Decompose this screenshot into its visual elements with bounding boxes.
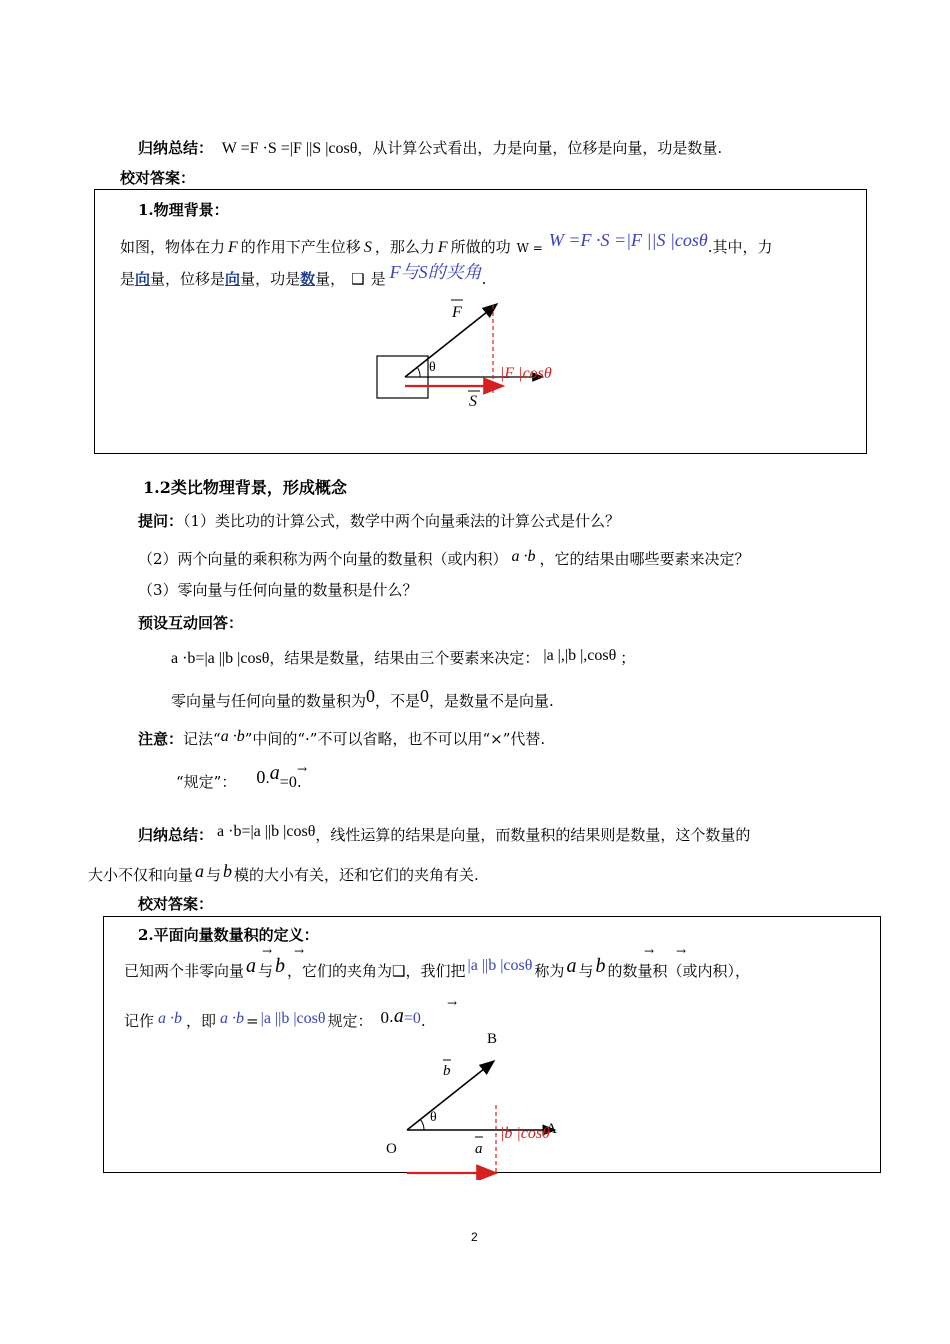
question-1 [138, 511, 620, 531]
box1-text: 如图，物体在力 [120, 238, 226, 256]
box2-text: 规定： [327, 1012, 373, 1030]
summary2-text: ，线性运算的结果是向量，而数量积的结果则是数量，这个数量的 [315, 826, 751, 844]
box2-line1 [124, 955, 750, 982]
force-symbol: F [437, 239, 448, 256]
point-B-label: B [487, 1031, 498, 1047]
origin-O-label: O [386, 1141, 397, 1157]
question-3: （3）零向量与任何向量的数量积是什么？ [138, 581, 418, 599]
theta-placeholder-icon: ❑ [351, 270, 365, 288]
notation-a-dot-b: a ·b [220, 1010, 245, 1027]
notation-a-dot-b: a ·b [158, 1010, 183, 1027]
box1-text: 的作用下产生位移 [240, 238, 361, 256]
page-number: 2 [471, 1230, 478, 1244]
equals-sign: = [246, 1012, 259, 1030]
box1-text: 量， [315, 270, 346, 288]
note-text: 记法“ [183, 730, 221, 748]
summary1-line [138, 138, 722, 159]
dot-operator: · [389, 1012, 394, 1030]
question-2-text: （2）两个向量的乘积称为两个向量的数量积（或内积） [138, 550, 508, 568]
work-formula: W =F ·S =|F ||S |cosθ [548, 230, 708, 250]
summary2-label: 归纳总结： [138, 826, 214, 844]
box2-text: ，它们的夹角为 [287, 962, 393, 980]
box2-text: 与 [258, 962, 274, 980]
vector-arrow-icon: → [262, 944, 273, 958]
box2-text: 已知两个非零向量 [124, 962, 245, 980]
box2-heading: 2.平面向量数量积的定义： [138, 926, 319, 944]
preset-line1 [171, 648, 635, 669]
projection-label: |b |cosθ [500, 1125, 550, 1142]
answer-fill: 向 [135, 270, 151, 288]
dot-product-notation: a ·b [220, 728, 245, 745]
box2-text: 记作 [124, 1012, 155, 1030]
box2-text: ，我们把 [405, 962, 466, 980]
force-diagram [360, 285, 580, 415]
box2-end: . [420, 1012, 426, 1030]
box2-text: 的数量积（或内积）， [607, 962, 750, 980]
summary2-line2 [88, 861, 479, 885]
summary1-formula: W =F ·S =|F ||S |cosθ [221, 140, 358, 157]
note-line [138, 729, 545, 750]
vector-b: b [595, 955, 606, 977]
preset-text: ，是数量不是向量. [429, 692, 554, 710]
preset-text: ； [620, 649, 636, 667]
equals-zero: =0 [403, 1010, 421, 1027]
summary2-text: 大小不仅和向量 [88, 866, 194, 884]
dot-product-formula: a ·b=|a ||b |cosθ [171, 650, 270, 667]
rule-end: . [296, 773, 302, 791]
vector-diagram [380, 1025, 590, 1180]
box1-text: 是 [120, 270, 136, 288]
theta-label: θ [430, 1110, 437, 1125]
preset-text: ，结果是数量，结果由三个要素来决定： [269, 649, 540, 667]
dot-product-notation: a ·b [511, 548, 536, 565]
preset-line2 [171, 686, 554, 711]
force-label: F [452, 304, 462, 321]
box1-text: 量，位移是 [150, 270, 226, 288]
theta-label: θ [429, 360, 436, 375]
preset-text: 零向量与任何向量的数量积为 [171, 692, 367, 710]
equals-zero: =0 [279, 774, 297, 791]
vector-arrow-icon: → [644, 944, 655, 958]
dot-operator: · [265, 775, 270, 791]
preset-text: ，不是 [375, 692, 421, 710]
zero-vector: 0 [380, 1008, 390, 1027]
summary1-label: 归纳总结： [138, 139, 214, 157]
displacement-symbol: S [363, 239, 372, 256]
rule-label: “规定”： [176, 773, 237, 791]
angle-answer: F与S的夹角 [389, 262, 482, 282]
zero-scalar: 0 [366, 686, 376, 706]
box1-line1 [120, 230, 773, 258]
determining-factors: |a |,|b |,cosθ [543, 647, 617, 664]
box1-text: 量，功是 [240, 270, 301, 288]
summary2-line1 [138, 825, 750, 846]
vector-arrow-icon: → [294, 944, 305, 958]
answer-fill: 向 [225, 270, 241, 288]
dot-product-formula: a ·b=|a ||b |cosθ [217, 823, 316, 840]
vector-a-symbol: a [195, 861, 205, 881]
force-symbol: F [228, 239, 238, 256]
vector-a: a [246, 955, 257, 977]
summary2-text: 与 [206, 866, 222, 884]
box1-text: .其中，力 [707, 238, 773, 256]
box1-text: ，那么力 [374, 238, 435, 256]
work-symbol: W = [516, 241, 543, 255]
force-arrow [405, 304, 497, 377]
zero-vector: 0 [256, 767, 266, 787]
projection-label: |F |cosθ [500, 365, 552, 382]
check2-label: 校对答案： [138, 895, 214, 913]
question-2 [138, 549, 750, 570]
vector-b-symbol: b [223, 861, 233, 881]
angle-arc [417, 367, 420, 377]
vector-a: a [269, 762, 280, 784]
box1-text: . [481, 270, 487, 288]
theta-placeholder-icon: ❑ [392, 962, 406, 980]
box1-text: 所做的功 [450, 238, 511, 256]
zero-vector: 0 [420, 686, 430, 706]
angle-arc [420, 1119, 424, 1130]
vector-a-label: a [475, 1141, 483, 1157]
vector-a: a [566, 955, 577, 977]
questions-label: 提问： [138, 512, 184, 530]
vector-b: b [275, 955, 286, 977]
box1-heading: 1.物理背景： [138, 201, 229, 219]
vector-a: a [393, 1005, 404, 1027]
displacement-label: S [469, 393, 477, 410]
box2-text: 称为 [534, 962, 565, 980]
answer-fill: 数 [300, 270, 316, 288]
dot-product-value: |a ||b |cosθ [260, 1010, 326, 1027]
note-label: 注意： [138, 730, 184, 748]
check1-label: 校对答案： [120, 169, 196, 187]
vector-arrow-icon: → [297, 762, 308, 776]
vector-arrow-icon: → [676, 944, 687, 958]
section-title: 1.2类比物理背景，形成概念 [143, 478, 347, 497]
question-1-text: （1）类比功的计算公式，数学中两个向量乘法的计算公式是什么？ [183, 512, 621, 530]
rule-line [176, 762, 308, 793]
note-text: ”中间的“·”不可以省略，也不可以用“×”代替. [244, 730, 546, 748]
box2-text: ，即 [186, 1012, 217, 1030]
summary2-text: 模的大小有关，还和它们的夹角有关. [234, 866, 479, 884]
question-2-text: ，它的结果由哪些要素来决定？ [539, 550, 750, 568]
box1-text: 是 [370, 270, 386, 288]
vector-b-label: b [443, 1063, 451, 1079]
box2-text: 与 [578, 962, 594, 980]
preset-label: 预设互动回答： [138, 614, 244, 632]
dot-product-value: |a ||b |cosθ [467, 957, 533, 974]
vector-arrow-icon: → [447, 996, 458, 1010]
point-A-label: A [546, 1121, 557, 1137]
summary1-text: ，从计算公式看出，力是向量，位移是向量，功是数量. [357, 139, 723, 157]
